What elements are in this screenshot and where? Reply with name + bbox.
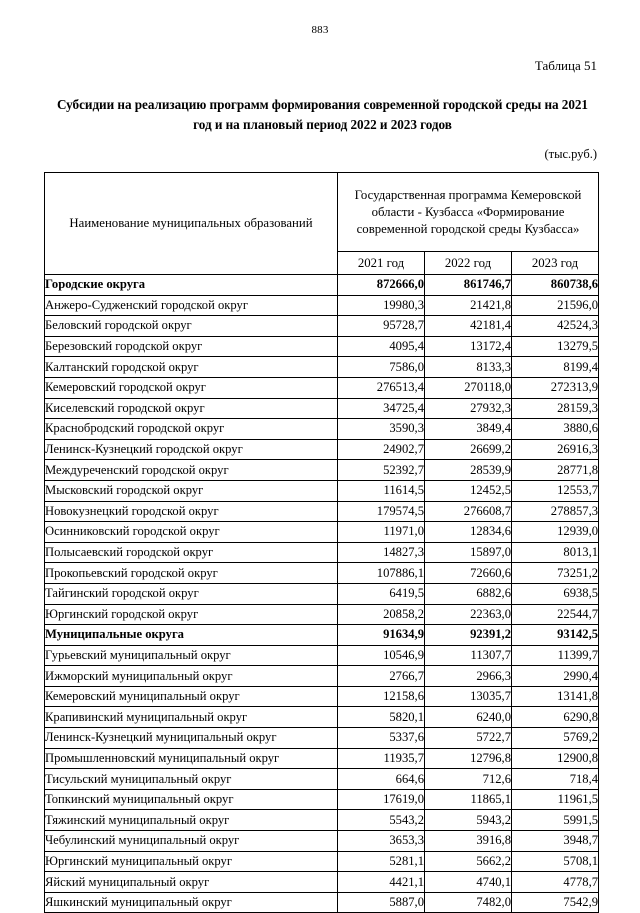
- table-row: [45, 377, 599, 398]
- row-municipality-name: Краснобродский городской округ: [45, 419, 338, 440]
- row-value-2022: 26699,2: [425, 439, 512, 460]
- row-value-2022: 5662,2: [425, 851, 512, 872]
- row-value-2023: 12939,0: [512, 522, 599, 543]
- table-row: [45, 831, 599, 852]
- table-row: [45, 336, 599, 357]
- row-municipality-name: Полысаевский городской округ: [45, 542, 338, 563]
- table-row: [45, 419, 599, 440]
- row-value-2022: 12452,5: [425, 480, 512, 501]
- row-value-2022: 3916,8: [425, 831, 512, 852]
- row-value-2023: 3880,6: [512, 419, 599, 440]
- table-body: [45, 275, 599, 913]
- row-value-2021: 91634,9: [338, 625, 425, 646]
- row-value-2023: 28771,8: [512, 460, 599, 481]
- table-row: [45, 295, 599, 316]
- row-value-2021: 14827,3: [338, 542, 425, 563]
- row-value-2021: 52392,7: [338, 460, 425, 481]
- row-municipality-name: Юргинский городской округ: [45, 604, 338, 625]
- table-row: [45, 810, 599, 831]
- row-value-2022: 4740,1: [425, 872, 512, 893]
- row-value-2023: 11961,5: [512, 789, 599, 810]
- row-value-2022: 712,6: [425, 769, 512, 790]
- row-value-2023: 3948,7: [512, 831, 599, 852]
- row-municipality-name: Осинниковский городской округ: [45, 522, 338, 543]
- row-value-2023: 278857,3: [512, 501, 599, 522]
- row-value-2022: 2966,3: [425, 666, 512, 687]
- table-header: [45, 173, 599, 275]
- table-row: [45, 728, 599, 749]
- row-value-2023: 8199,4: [512, 357, 599, 378]
- row-value-2023: 11399,7: [512, 645, 599, 666]
- row-value-2022: 7482,0: [425, 892, 512, 913]
- row-value-2021: 872666,0: [338, 275, 425, 296]
- row-municipality-name: Мысковский городской округ: [45, 480, 338, 501]
- row-municipality-name: Березовский городской округ: [45, 336, 338, 357]
- row-value-2021: 5543,2: [338, 810, 425, 831]
- row-value-2023: 5708,1: [512, 851, 599, 872]
- table-row: [45, 501, 599, 522]
- row-value-2023: 13279,5: [512, 336, 599, 357]
- row-value-2023: 13141,8: [512, 686, 599, 707]
- row-value-2021: 20858,2: [338, 604, 425, 625]
- row-value-2021: 2766,7: [338, 666, 425, 687]
- row-value-2022: 5722,7: [425, 728, 512, 749]
- row-value-2022: 92391,2: [425, 625, 512, 646]
- row-value-2021: 4095,4: [338, 336, 425, 357]
- row-municipality-name: Ленинск-Кузнецкий муниципальный округ: [45, 728, 338, 749]
- table-row: [45, 769, 599, 790]
- row-municipality-name: Кемеровский муниципальный округ: [45, 686, 338, 707]
- table-row: [45, 583, 599, 604]
- row-value-2022: 72660,6: [425, 563, 512, 584]
- row-value-2023: 12553,7: [512, 480, 599, 501]
- row-value-2023: 5769,2: [512, 728, 599, 749]
- row-value-2022: 11307,7: [425, 645, 512, 666]
- row-value-2023: 22544,7: [512, 604, 599, 625]
- row-municipality-name: Тайгинский городской округ: [45, 583, 338, 604]
- row-municipality-name: Киселевский городской округ: [45, 398, 338, 419]
- table-row: [45, 542, 599, 563]
- row-value-2023: 7542,9: [512, 892, 599, 913]
- row-value-2021: 7586,0: [338, 357, 425, 378]
- header-year-2023: 2023 год: [512, 252, 599, 275]
- header-year-2021: 2021 год: [338, 252, 425, 275]
- row-value-2021: 4421,1: [338, 872, 425, 893]
- row-value-2021: 24902,7: [338, 439, 425, 460]
- row-municipality-name: Калтанский городской округ: [45, 357, 338, 378]
- row-value-2021: 5820,1: [338, 707, 425, 728]
- row-value-2022: 6882,6: [425, 583, 512, 604]
- row-municipality-name: Кемеровский городской округ: [45, 377, 338, 398]
- row-value-2022: 27932,3: [425, 398, 512, 419]
- row-municipality-name: Крапивинский муниципальный округ: [45, 707, 338, 728]
- row-value-2023: 73251,2: [512, 563, 599, 584]
- row-value-2022: 13035,7: [425, 686, 512, 707]
- row-municipality-name: Тисульский муниципальный округ: [45, 769, 338, 790]
- row-municipality-name: Ижморский муниципальный округ: [45, 666, 338, 687]
- table-row: [45, 480, 599, 501]
- row-value-2021: 5281,1: [338, 851, 425, 872]
- row-value-2021: 276513,4: [338, 377, 425, 398]
- row-value-2023: 26916,3: [512, 439, 599, 460]
- row-value-2022: 42181,4: [425, 316, 512, 337]
- row-value-2022: 276608,7: [425, 501, 512, 522]
- row-value-2022: 12834,6: [425, 522, 512, 543]
- row-municipality-name: Топкинский муниципальный округ: [45, 789, 338, 810]
- row-value-2021: 19980,3: [338, 295, 425, 316]
- table-row: [45, 625, 599, 646]
- row-municipality-name: Промышленновский муниципальный округ: [45, 748, 338, 769]
- table-row: [45, 316, 599, 337]
- row-value-2023: 28159,3: [512, 398, 599, 419]
- row-municipality-name: Гурьевский муниципальный округ: [45, 645, 338, 666]
- row-value-2023: 21596,0: [512, 295, 599, 316]
- row-value-2021: 664,6: [338, 769, 425, 790]
- row-value-2021: 12158,6: [338, 686, 425, 707]
- row-value-2023: 6290,8: [512, 707, 599, 728]
- row-value-2021: 17619,0: [338, 789, 425, 810]
- table-row: [45, 522, 599, 543]
- row-municipality-name: Яйский муниципальный округ: [45, 872, 338, 893]
- row-value-2021: 11971,0: [338, 522, 425, 543]
- subsidies-table: [44, 172, 599, 913]
- row-value-2022: 15897,0: [425, 542, 512, 563]
- row-value-2022: 28539,9: [425, 460, 512, 481]
- row-value-2021: 5887,0: [338, 892, 425, 913]
- table-label: Таблица 51: [534, 58, 597, 73]
- table-row: [45, 872, 599, 893]
- row-municipality-name: Яшкинский муниципальный округ: [45, 892, 338, 913]
- row-value-2023: 2990,4: [512, 666, 599, 687]
- row-section-label: Городские округа: [45, 275, 338, 296]
- row-value-2022: 5943,2: [425, 810, 512, 831]
- row-value-2023: 860738,6: [512, 275, 599, 296]
- row-value-2021: 34725,4: [338, 398, 425, 419]
- row-value-2023: 8013,1: [512, 542, 599, 563]
- table-row: [45, 666, 599, 687]
- row-value-2021: 11935,7: [338, 748, 425, 769]
- row-municipality-name: Беловский городской округ: [45, 316, 338, 337]
- row-value-2023: 718,4: [512, 769, 599, 790]
- page-title: Субсидии на реализацию программ формирования современной городской среды на 2021 год и на плановый период 2022 и 2023 годов: [57, 97, 588, 132]
- table-row: [45, 789, 599, 810]
- table-row: [45, 851, 599, 872]
- header-year-2022: 2022 год: [425, 252, 512, 275]
- row-municipality-name: Чебулинский муниципальный округ: [45, 831, 338, 852]
- row-value-2021: 107886,1: [338, 563, 425, 584]
- row-municipality-name: Юргинский муниципальный округ: [45, 851, 338, 872]
- page-number: 883: [311, 24, 329, 36]
- row-value-2022: 13172,4: [425, 336, 512, 357]
- row-value-2022: 22363,0: [425, 604, 512, 625]
- row-value-2022: 6240,0: [425, 707, 512, 728]
- row-value-2023: 93142,5: [512, 625, 599, 646]
- row-section-label: Муниципальные округа: [45, 625, 338, 646]
- row-value-2022: 12796,8: [425, 748, 512, 769]
- row-value-2021: 5337,6: [338, 728, 425, 749]
- row-value-2022: 8133,3: [425, 357, 512, 378]
- row-value-2023: 4778,7: [512, 872, 599, 893]
- table-header-row-main: [45, 173, 599, 252]
- table-row: [45, 439, 599, 460]
- table-row: [45, 460, 599, 481]
- row-value-2022: 270118,0: [425, 377, 512, 398]
- row-value-2022: 21421,8: [425, 295, 512, 316]
- table-row: [45, 275, 599, 296]
- table-row: [45, 707, 599, 728]
- row-value-2021: 6419,5: [338, 583, 425, 604]
- table-row: [45, 563, 599, 584]
- row-value-2022: 3849,4: [425, 419, 512, 440]
- table-row: [45, 645, 599, 666]
- table-row: [45, 748, 599, 769]
- row-municipality-name: Междуреченский городской округ: [45, 460, 338, 481]
- row-municipality-name: Новокузнецкий городской округ: [45, 501, 338, 522]
- row-value-2023: 5991,5: [512, 810, 599, 831]
- row-value-2021: 3653,3: [338, 831, 425, 852]
- row-value-2023: 272313,9: [512, 377, 599, 398]
- row-value-2023: 42524,3: [512, 316, 599, 337]
- subsidies-table-container: [44, 172, 597, 913]
- header-municipality-name: Наименование муниципальных образований: [45, 173, 338, 275]
- row-value-2021: 179574,5: [338, 501, 425, 522]
- row-municipality-name: Анжеро-Судженский городской округ: [45, 295, 338, 316]
- units-note: (тыс.руб.): [544, 147, 597, 161]
- row-value-2021: 95728,7: [338, 316, 425, 337]
- row-value-2023: 12900,8: [512, 748, 599, 769]
- row-value-2021: 10546,9: [338, 645, 425, 666]
- row-value-2022: 11865,1: [425, 789, 512, 810]
- header-state-program: Государственная программа Кемеровской области - Кузбасса «Формирование современной городской среды Кузбасса»: [338, 173, 599, 252]
- row-municipality-name: Прокопьевский городской округ: [45, 563, 338, 584]
- row-value-2021: 3590,3: [338, 419, 425, 440]
- table-row: [45, 892, 599, 913]
- table-row: [45, 604, 599, 625]
- table-row: [45, 686, 599, 707]
- row-value-2023: 6938,5: [512, 583, 599, 604]
- row-municipality-name: Тяжинский муниципальный округ: [45, 810, 338, 831]
- row-value-2022: 861746,7: [425, 275, 512, 296]
- table-row: [45, 357, 599, 378]
- row-municipality-name: Ленинск-Кузнецкий городской округ: [45, 439, 338, 460]
- table-row: [45, 398, 599, 419]
- row-value-2021: 11614,5: [338, 480, 425, 501]
